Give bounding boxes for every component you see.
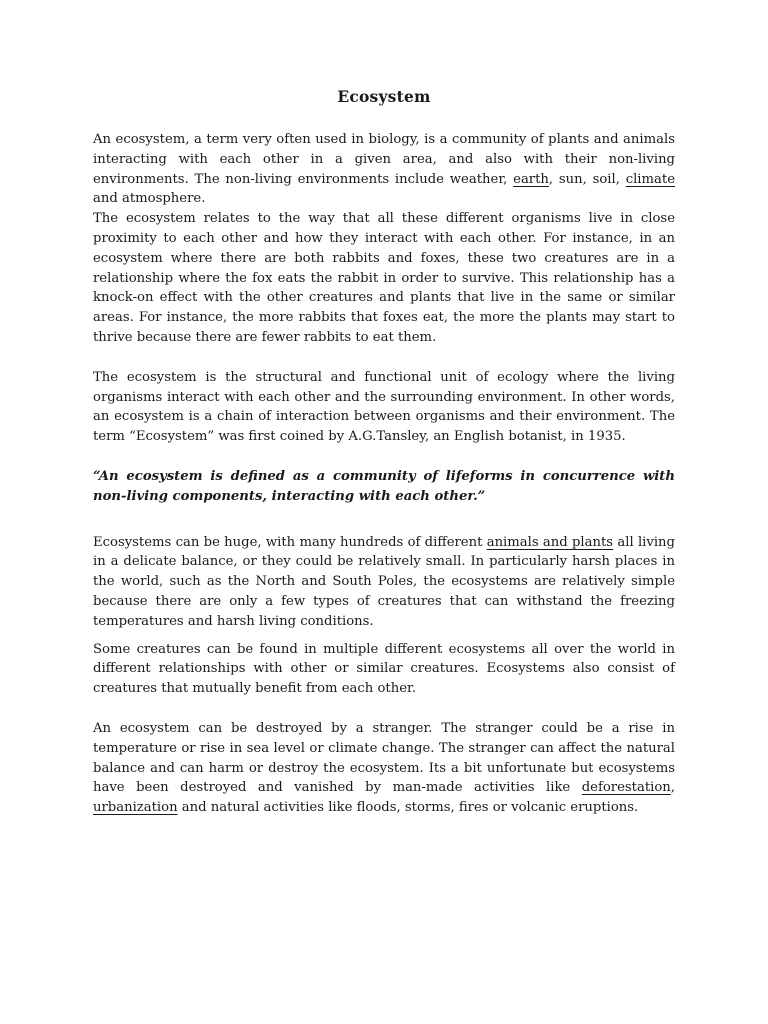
paragraph-destruction-text-3: and natural activities like floods, storms, fires or volcanic eruptions. [177,800,639,816]
paragraph-destruction [93,719,675,818]
link-animals-and-plants[interactable]: animals and plants [486,534,614,550]
paragraph-destruction-text: An ecosystem can be destroyed by a stranger. The stranger could be a rise in temperature or rise in sea level or climate change. The stranger can affect the natural balance and can harm or destroy the ecosystem. Its a bit unfortunate but ecosystems have been destroyed and vanished by man-made activities like [93,720,675,796]
paragraph-intro-text: An ecosystem, a term very often used in biology, is a community of plants and animals interacting with each other in a given area, and also with their non-living environments. The non-living environments include weather, [93,132,675,187]
paragraph-size-text-2: all living in a delicate balance, or they could be relatively small. In particularly harsh places in the world, such as the North and South Poles, the ecosystems are relatively simple because there are only a few types of creatures that can withstand the freezing temperatures and harsh living conditions. [93,534,675,629]
document-page [93,86,675,818]
paragraph-relationships: The ecosystem relates to the way that all these different organisms live in close proximity to each other and how they interact with each other. For instance, in an ecosystem where there are both rabbits and foxes, these two creatures are in a relationship where the fox eats the rabbit in order to survive. This relationship has a knock-on effect with the other creatures and plants that live in the same or similar areas. For instance, the more rabbits that foxes eat, the more the plants may start to thrive because there are fewer rabbits to eat them. [93,211,675,345]
paragraph-multiple-ecosystems: Some creatures can be found in multiple different ecosystems all over the world in different relationships with other or similar creatures. Ecosystems also consist of creatures that mutually benefit from each other. [93,641,675,697]
document-title: Ecosystem [337,87,431,106]
paragraph-intro-text-2: , sun, soil, [548,171,626,187]
paragraph-definition: The ecosystem is the structural and functional unit of ecology where the living organisms interact with each other and the surrounding environment. In other words, an ecosystem is a chain of interaction between organisms and their environment. The term “Ecosystem” was first coined by A.G.Tansley, an English botanist, in 1935. [93,369,675,445]
link-urbanization[interactable]: urbanization [93,800,178,816]
link-deforestation[interactable]: deforestation [581,780,671,796]
link-earth[interactable]: earth [513,171,549,187]
paragraph-size [93,533,675,632]
link-climate[interactable]: climate [625,171,675,187]
paragraph-intro-text-3: and atmosphere. [93,191,206,207]
definition-quote: “An ecosystem is defined as a community of lifeforms in concurrence with non-living components, interacting with each other.” [93,468,675,504]
paragraph-intro [93,130,675,209]
paragraph-size-text: Ecosystems can be huge, with many hundreds of different [93,534,487,550]
paragraph-destruction-text-2: , [670,780,675,796]
